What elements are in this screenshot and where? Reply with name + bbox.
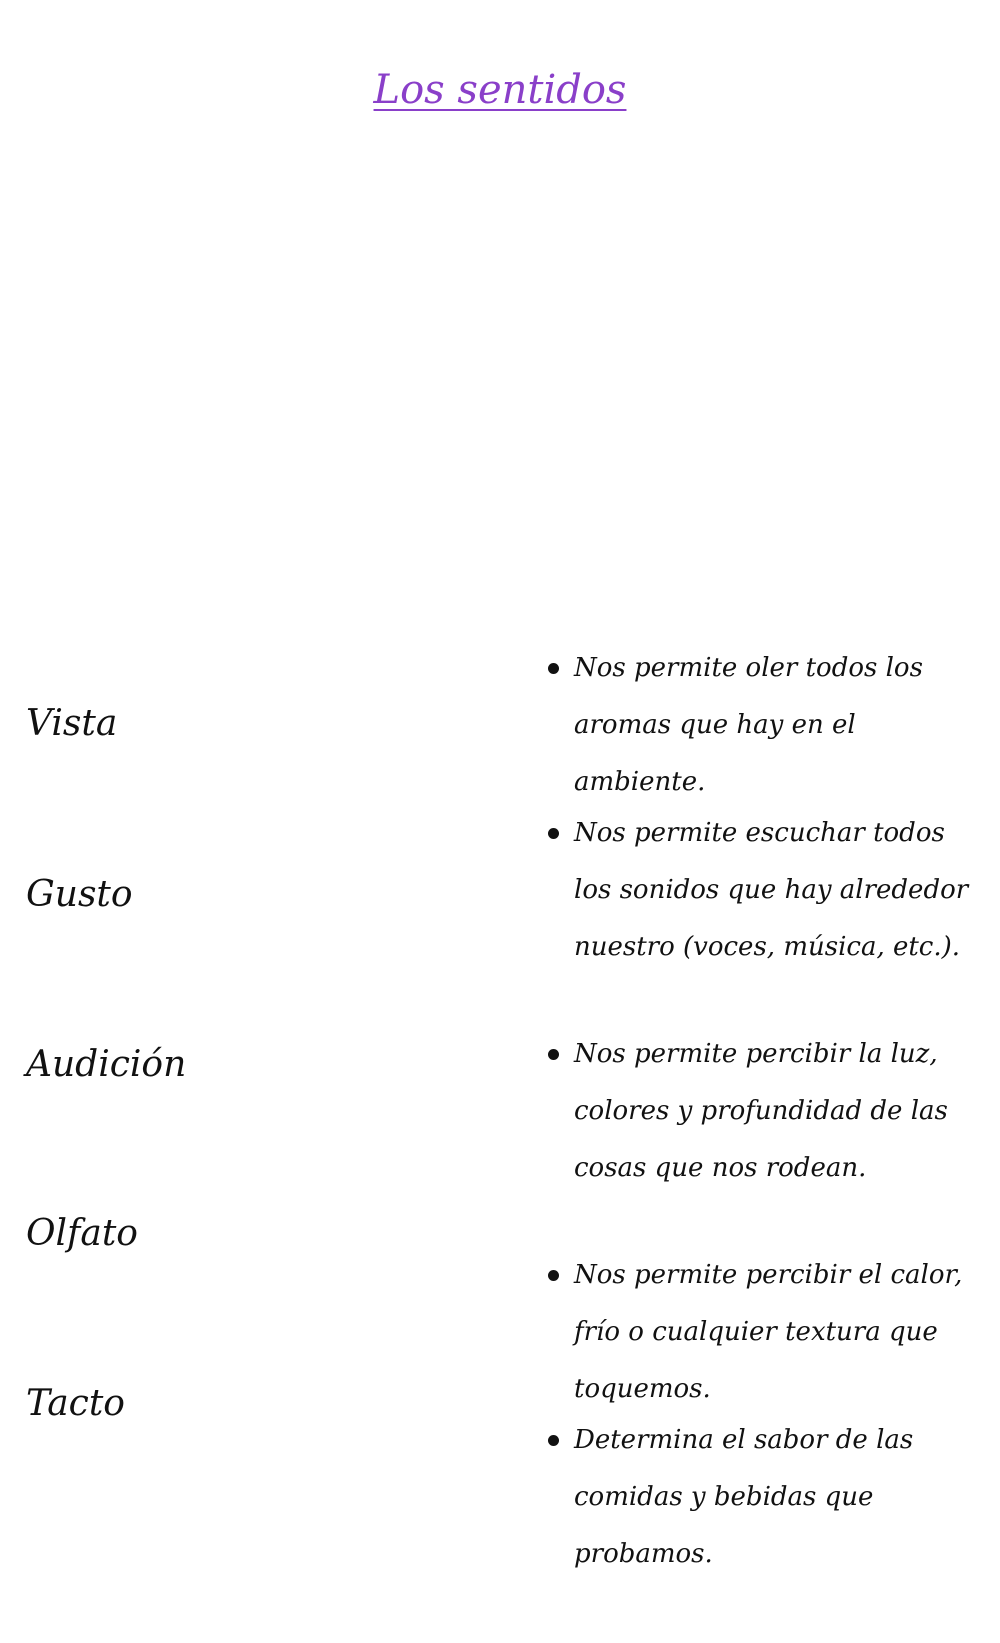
description-text: Nos permite percibir la luz, colores y profundidad de las cosas que nos rodean. [574,1039,948,1183]
description-item [548,1247,978,1418]
bullet-icon [548,1435,559,1446]
bullet-icon [548,663,559,674]
description-tacto[interactable] [548,1247,978,1418]
description-olfato[interactable] [548,640,978,811]
description-text: Nos permite oler todos los aromas que hay en el ambiente. [574,653,923,797]
description-text: Determina el sabor de las comidas y bebidas que probamos. [574,1425,914,1569]
sense-label-vista[interactable]: Vista [26,703,118,744]
bullet-icon [548,1270,559,1281]
description-item [548,1026,978,1197]
description-audicion[interactable] [548,805,978,976]
sense-label-gusto[interactable]: Gusto [26,874,133,915]
page-title: Los sentidos [373,67,627,113]
description-text: Nos permite escuchar todos los sonidos que hay alrededor nuestro (voces, música, etc.). [574,818,969,962]
description-item [548,805,978,976]
sense-label-audicion[interactable]: Audición [26,1044,187,1085]
description-item [548,640,978,811]
sense-label-olfato[interactable]: Olfato [26,1213,138,1254]
description-item [548,1412,978,1583]
description-gusto[interactable] [548,1412,978,1583]
bullet-icon [548,1049,559,1060]
sense-label-tacto[interactable]: Tacto [26,1383,125,1424]
bullet-icon [548,828,559,839]
description-text: Nos permite percibir el calor, frío o cualquier textura que toquemos. [574,1260,963,1404]
description-vista[interactable] [548,1026,978,1197]
